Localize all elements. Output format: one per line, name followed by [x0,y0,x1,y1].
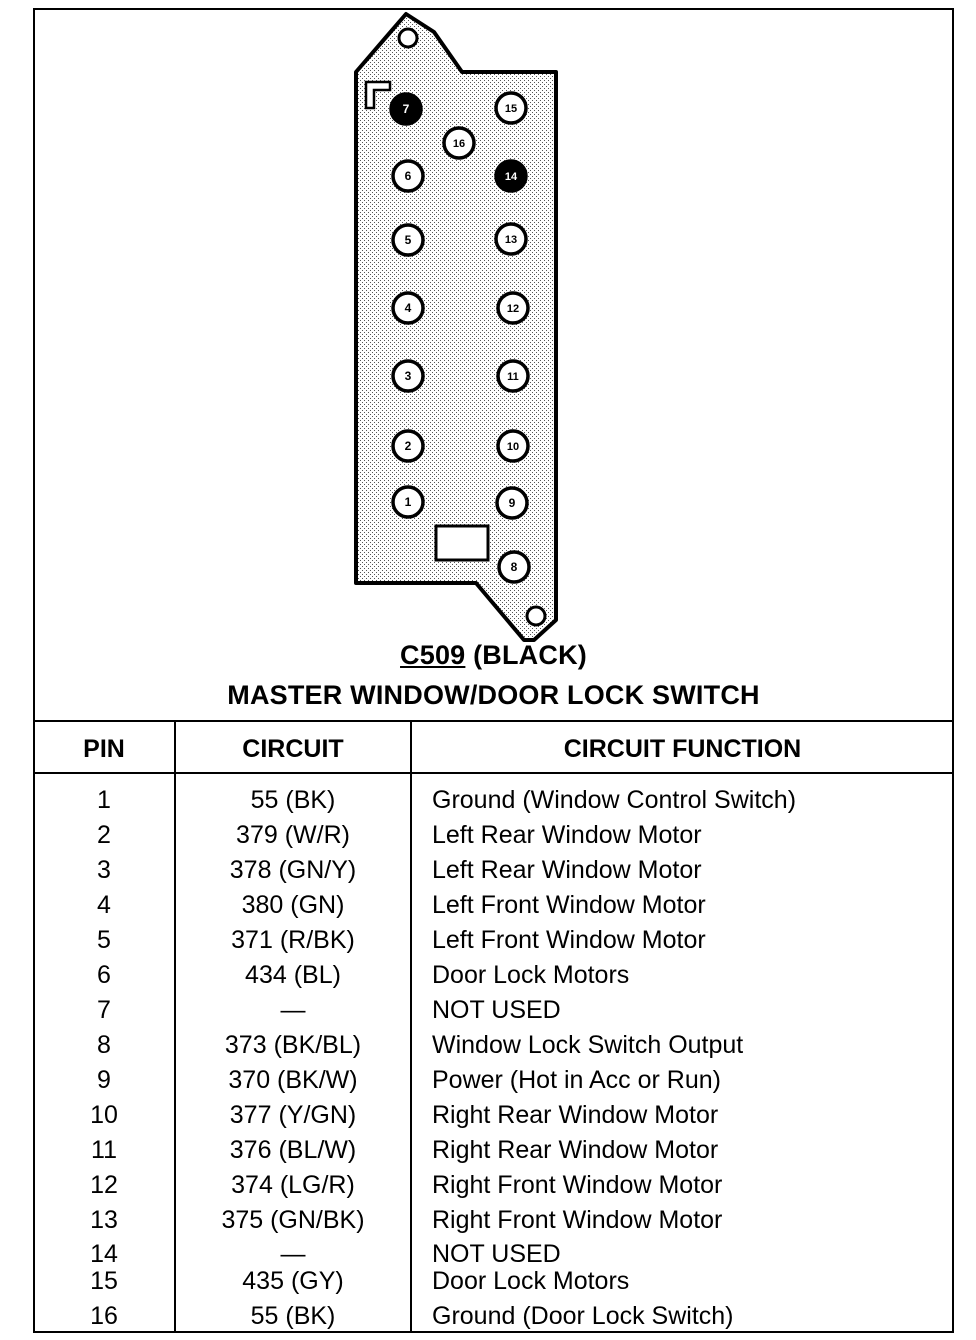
pin-cavity-4 [393,293,423,323]
function-cell: Ground (Door Lock Switch) [432,1302,734,1330]
connector-color: (BLACK) [473,640,587,670]
pin-cavity-5 [393,225,423,255]
table-row [33,961,954,996]
pin-cavity-1 [393,487,423,517]
table-header-rule [33,772,954,774]
table-top-rule [33,720,954,722]
connector-face-diagram [0,0,976,660]
pin-cell: 2 [97,821,111,849]
pin-cavity-6 [393,161,423,191]
pin-number-label: 2 [404,439,412,453]
pin-cavity-10 [498,431,528,461]
pin-number-label: 8 [510,560,518,574]
pin-number-label: 12 [506,303,520,315]
table-row [33,1302,954,1337]
header-circuit-function: CIRCUIT FUNCTION [563,735,802,763]
mounting-hole [527,607,545,625]
pin-cell: 16 [90,1302,118,1330]
pin-number-label: 5 [404,233,412,247]
pin-number-label: 4 [404,301,412,315]
pin-cell: 15 [90,1267,118,1295]
table-row [33,786,954,821]
circuit-cell: 434 (BL) [245,961,341,989]
pin-cell: 8 [97,1031,111,1059]
function-cell: Right Front Window Motor [432,1171,723,1199]
pin-number-label: 6 [404,169,412,183]
function-cell: Right Front Window Motor [432,1206,723,1234]
pin-cell: 12 [90,1171,118,1199]
pin-number-label: 11 [507,371,519,383]
circuit-cell: 373 (BK/BL) [224,1031,362,1059]
table-row [33,1066,954,1101]
pin-cavity-13 [496,224,526,254]
pin-cavity-16 [444,128,474,158]
pin-cell: 13 [90,1206,118,1234]
circuit-cell: 435 (GY) [242,1267,344,1295]
circuit-cell: 379 (W/R) [236,821,350,849]
pin-cavity-9 [497,488,527,518]
function-cell: NOT USED [432,1240,561,1268]
circuit-cell: 377 (Y/GN) [229,1101,357,1129]
pin-cavity-14 [496,161,526,191]
function-cell: NOT USED [432,996,561,1024]
function-cell: Left Front Window Motor [432,891,706,919]
locking-tab-slot [436,526,488,560]
connector-id: C509 [400,640,466,670]
circuit-cell: 370 (BK/W) [228,1066,358,1094]
function-cell: Door Lock Motors [432,1267,630,1295]
pin-cell: 9 [97,1066,111,1094]
pin-cavity-7 [391,94,421,124]
table-row [33,996,954,1031]
function-cell: Right Rear Window Motor [432,1136,719,1164]
pin-number-label: 1 [404,495,412,509]
circuit-cell: 55 (BK) [250,1302,336,1330]
table-row [33,1136,954,1171]
pin-cell: 11 [91,1136,117,1164]
function-cell: Door Lock Motors [432,961,630,989]
table-row [33,1101,954,1136]
table-row [33,821,954,856]
function-cell: Power (Hot in Acc or Run) [432,1066,721,1094]
pin-number-label: 16 [452,138,466,150]
pin-cell: 6 [97,961,111,989]
pin-number-label: 3 [404,369,412,383]
circuit-cell: 375 (GN/BK) [221,1206,365,1234]
pin-number-label: 9 [508,496,516,510]
circuit-cell: — [280,996,306,1024]
circuit-cell: 380 (GN) [241,891,345,919]
pin-cavity-12 [498,293,528,323]
function-cell: Window Lock Switch Output [432,1031,744,1059]
pin-cell: 5 [97,926,111,954]
function-cell: Right Rear Window Motor [432,1101,719,1129]
connector-title [33,640,954,671]
circuit-cell: — [280,1240,306,1268]
pin-cell: 1 [97,786,111,814]
table-row [33,856,954,891]
header-circuit: CIRCUIT [242,735,344,763]
pin-number-label: 15 [504,103,518,115]
pin-cell: 3 [97,856,111,884]
circuit-cell: 378 (GN/Y) [229,856,357,884]
circuit-cell: 376 (BL/W) [229,1136,357,1164]
table-row [33,1171,954,1206]
pin-number-label: 7 [402,102,410,116]
pin-cell: 10 [90,1101,118,1129]
pin-number-label: 10 [506,441,520,453]
pin-cell: 4 [97,891,111,919]
circuit-cell: 371 (R/BK) [231,926,355,954]
pin-cavity-15 [496,93,526,123]
table-row [33,926,954,961]
function-cell: Left Front Window Motor [432,926,706,954]
pin-cavity-11 [498,361,528,391]
function-cell: Left Rear Window Motor [432,856,702,884]
pin-cell: 14 [90,1240,118,1268]
pin-cavity-8 [499,552,529,582]
table-row [33,1206,954,1241]
pin-number-label: 14 [504,171,518,183]
pin-number-label: 13 [504,234,518,246]
function-cell: Ground (Window Control Switch) [432,786,797,814]
table-row [33,891,954,926]
circuit-cell: 55 (BK) [250,786,336,814]
mounting-hole [399,29,417,47]
circuit-cell: 374 (LG/R) [231,1171,355,1199]
pin-cavity-2 [393,431,423,461]
table-row [33,1267,954,1302]
pin-cell: 7 [97,996,111,1024]
table-row [33,1031,954,1066]
function-cell: Left Rear Window Motor [432,821,702,849]
pin-cavity-3 [393,361,423,391]
header-pin: PIN [83,735,125,763]
connector-name: MASTER WINDOW/DOOR LOCK SWITCH [227,680,760,710]
